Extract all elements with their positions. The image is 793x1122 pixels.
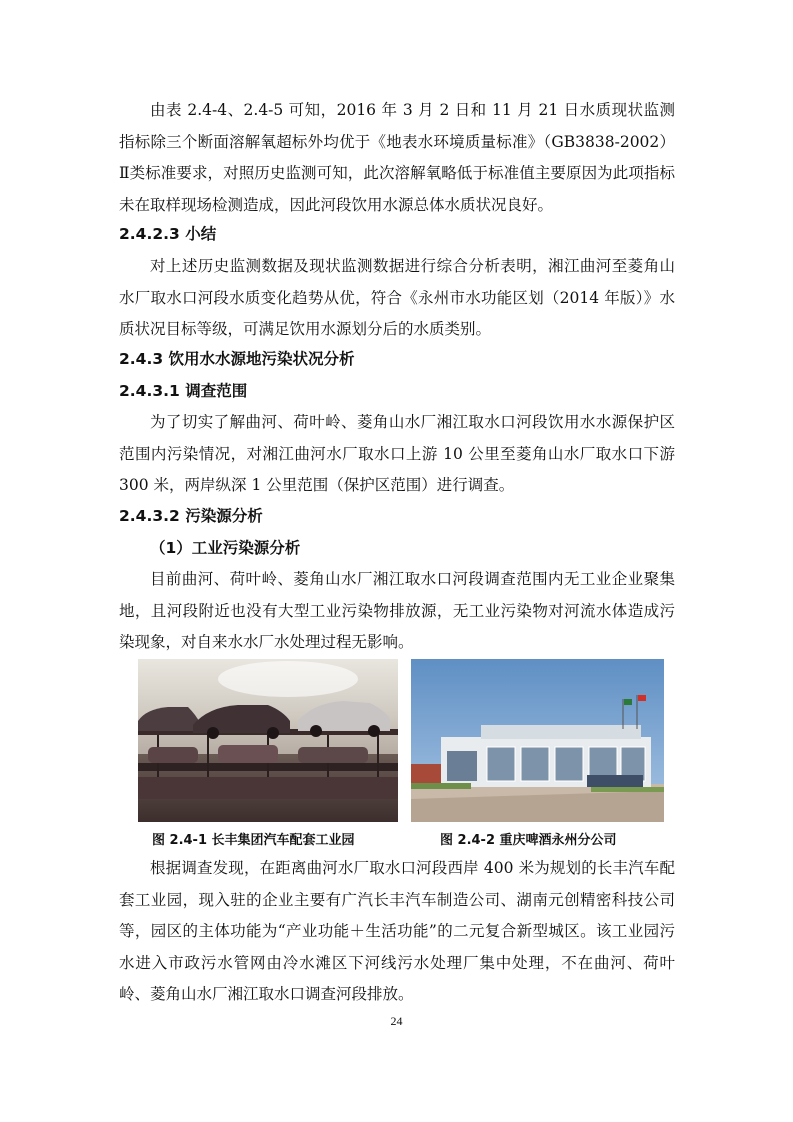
heading-industrial-source: （1）工业污染源分析	[150, 539, 301, 557]
car-carrier-image	[138, 659, 398, 822]
photo-brewery-branch	[411, 659, 664, 822]
heading-pollution-source: 2.4.3.2 污染源分析	[119, 507, 263, 525]
photo-auto-industrial-park	[138, 659, 398, 822]
page-number: 24	[390, 1014, 403, 1028]
figure-caption-left: 图 2.4-1 长丰集团汽车配套工业园	[152, 833, 355, 848]
paragraph-industrial-park: 根据调查发现，在距离曲河水厂取水口河段西岸 400 米为规划的长丰汽车配套工业园，现入驻的企业主要有广汽长丰汽车制造公司、湖南元创精密科技公司等，园区的主体功能为“产业功能＋生活功能”的二元复合新型城区。该工业园污水进入市政污水管网由冷水滩区下河线污水处理厂集中处理，不在曲河、荷叶岭、菱角山水厂湘江取水口调查河段排放。	[119, 859, 675, 1003]
figure-caption-right: 图 2.4-2 重庆啤酒永州分公司	[440, 833, 617, 848]
brewery-building-image	[411, 659, 664, 822]
paragraph-industrial-source: 目前曲河、荷叶岭、菱角山水厂湘江取水口河段调查范围内无工业企业聚集地，且河段附近也没有大型工业污染物排放源，无工业污染物对河流水体造成污染现象，对自来水水厂水处理过程无影响。	[119, 570, 675, 651]
paragraph-survey-scope: 为了切实了解曲河、荷叶岭、菱角山水厂湘江取水口河段饮用水水源保护区范围内污染情况，对湘江曲河水厂取水口上游 10 公里至菱角山水厂取水口下游 300 米，两岸纵深 1 公里范围（保护区范围）进行调查。	[119, 413, 675, 494]
paragraph-summary: 对上述历史监测数据及现状监测数据进行综合分析表明，湘江曲河至菱角山水厂取水口河段水质变化趋势从优，符合《永州市水功能区划（2014 年版）》水质状况目标等级，可满足饮用水源划分后的水质类别。	[119, 257, 675, 338]
paragraph-water-quality-status: 由表 2.4-4、2.4-5 可知，2016 年 3 月 2 日和 11 月 21 日水质现状监测指标除三个断面溶解氧超标外均优于《地表水环境质量标准》（GB3838-2002）Ⅱ类标准要求，对照历史监测可知，此次溶解氧略低于标准值主要原因为此项指标未在取样现场检测造成，因此河段饮用水源总体水质状况良好。	[119, 101, 675, 214]
heading-summary: 2.4.2.3 小结	[119, 225, 217, 243]
heading-pollution-analysis: 2.4.3 饮用水水源地污染状况分析	[119, 350, 355, 368]
heading-survey-scope: 2.4.3.1 调查范围	[119, 382, 248, 400]
